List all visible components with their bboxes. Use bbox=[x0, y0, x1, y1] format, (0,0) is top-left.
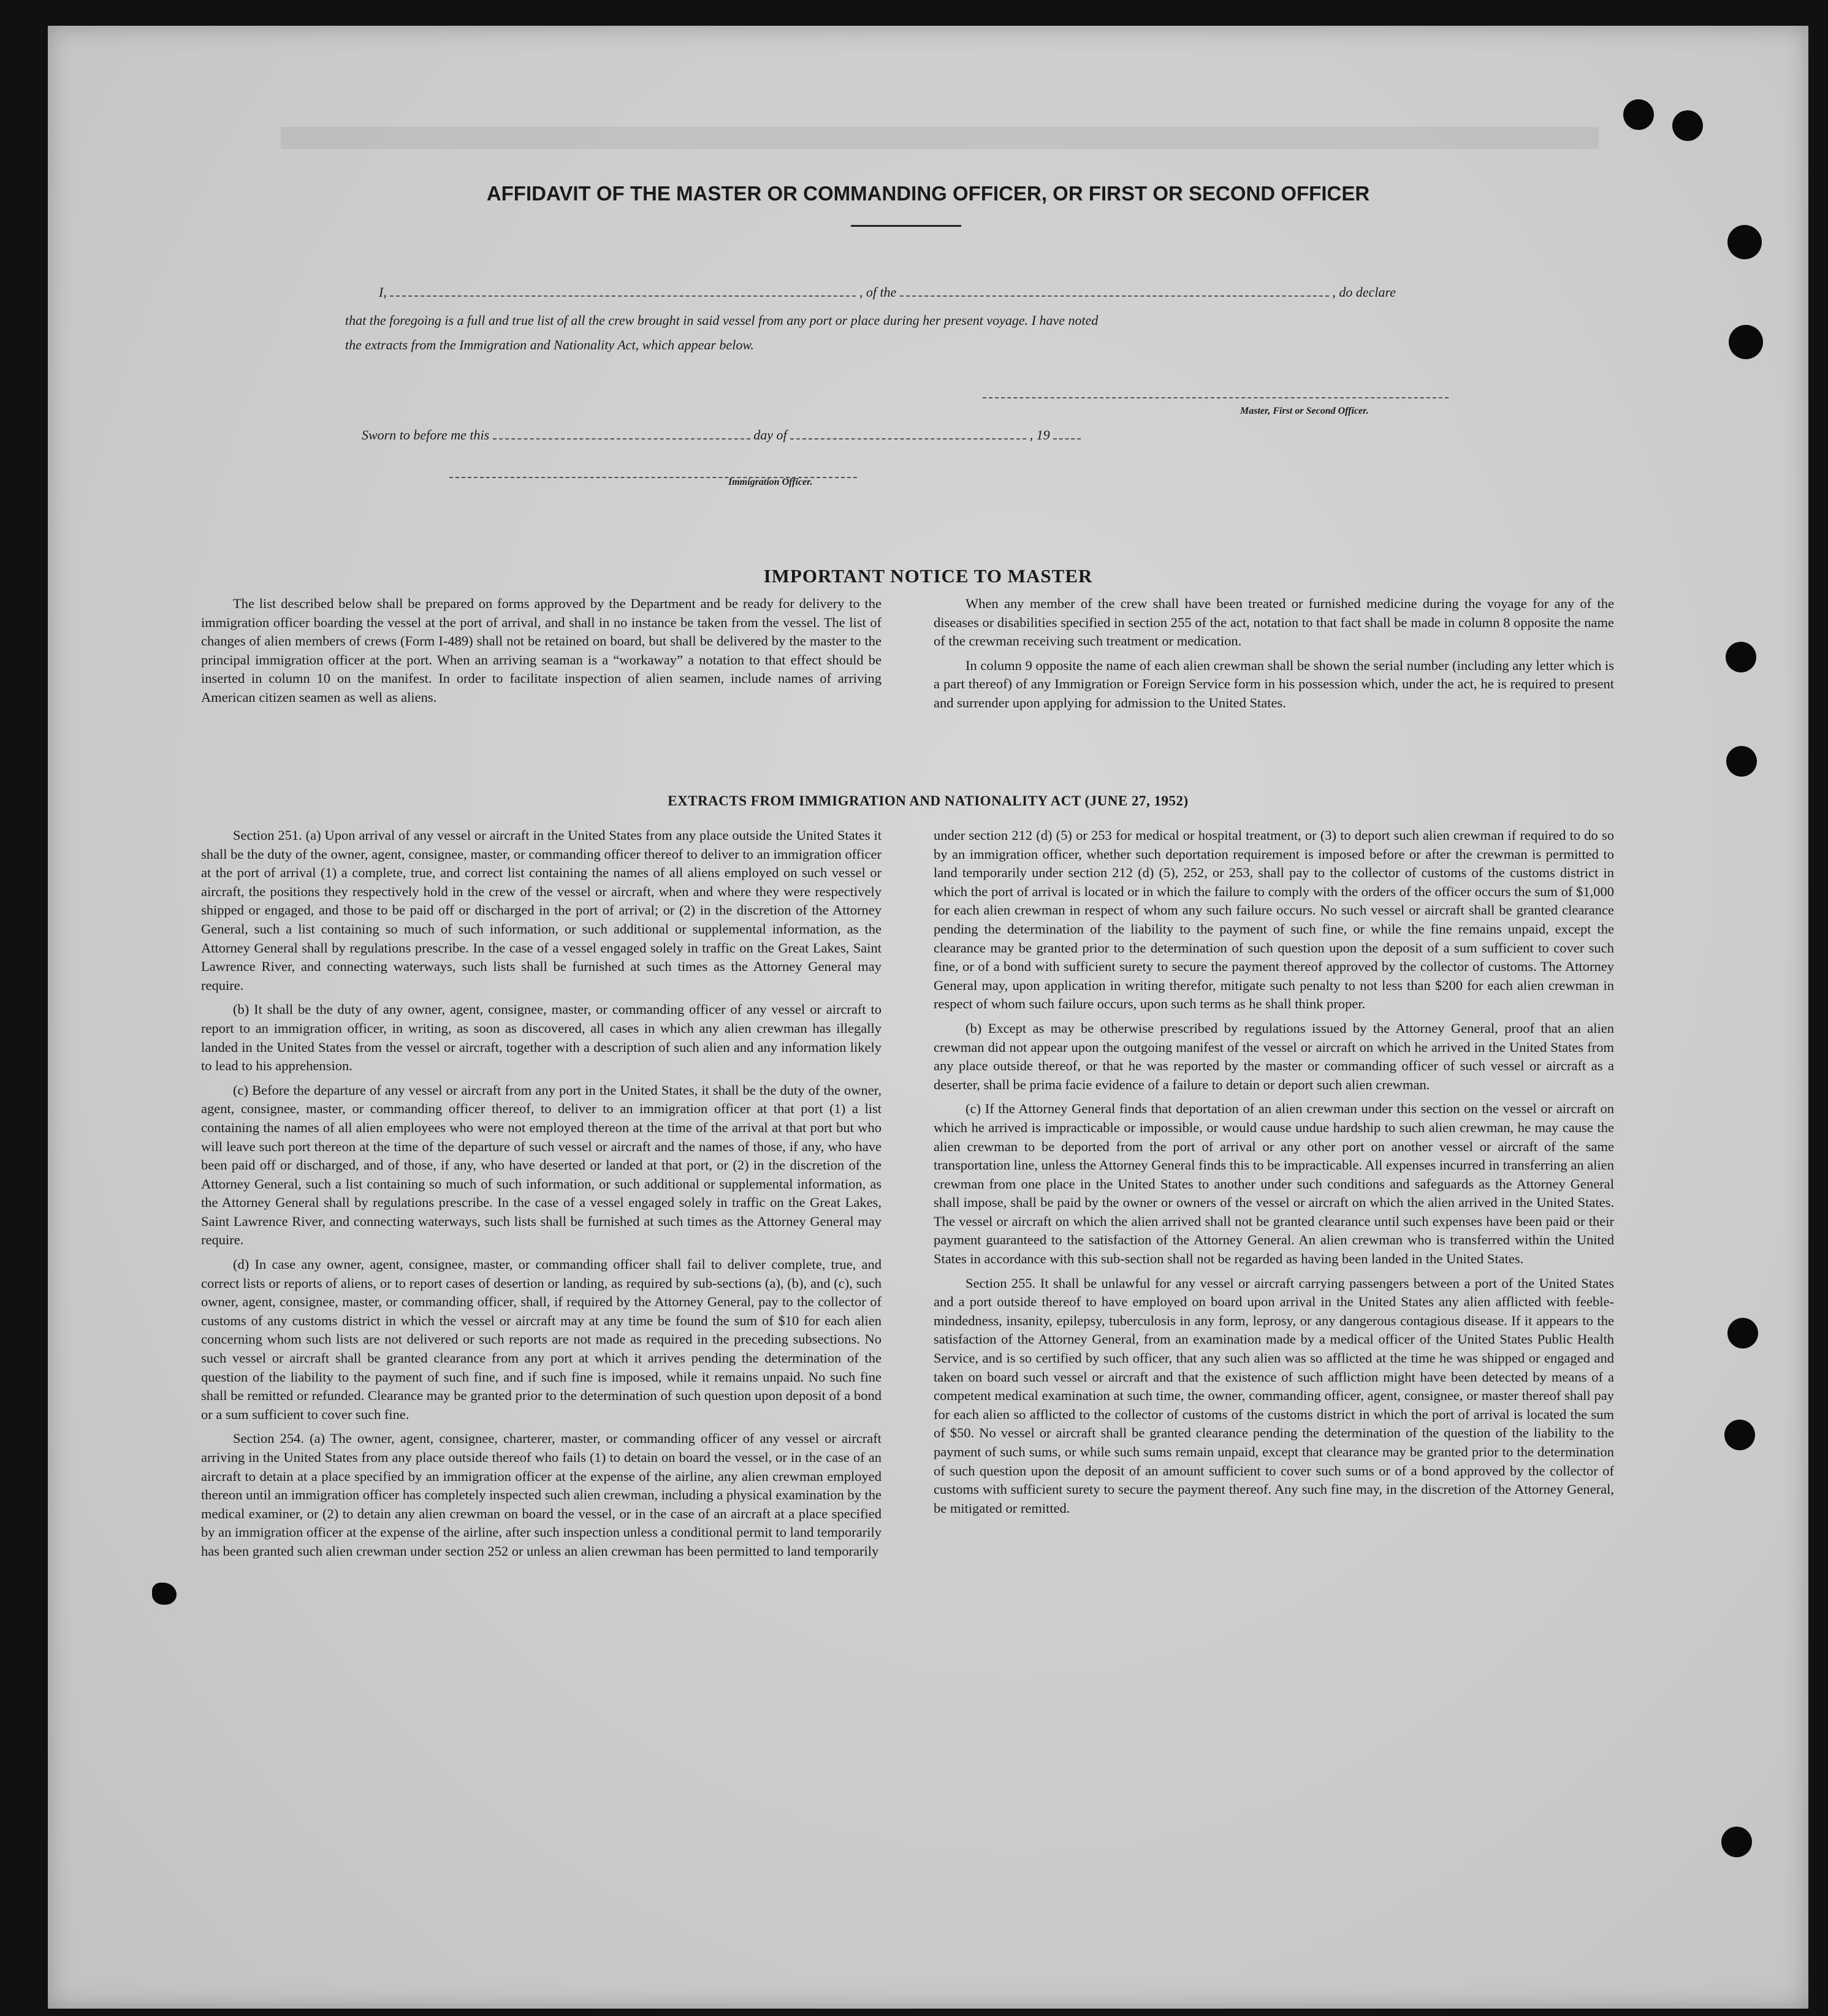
sworn-line bbox=[362, 427, 1081, 443]
sworn-month-field[interactable] bbox=[790, 427, 1026, 439]
master-signature-caption: Master, First or Second Officer. bbox=[1240, 406, 1369, 416]
day-of-text: day of bbox=[753, 427, 787, 443]
document-page bbox=[48, 26, 1808, 2009]
extracts-title: EXTRACTS FROM IMMIGRATION AND NATIONALITY ACT (JUNE 27, 1952) bbox=[668, 793, 1189, 808]
do-declare-text: , do declare bbox=[1332, 284, 1396, 300]
punch-hole bbox=[1672, 110, 1703, 141]
extracts-left-column bbox=[201, 826, 882, 1567]
ink-blot bbox=[152, 1583, 177, 1605]
notice-paragraph: When any member of the crew shall have been treated or furnished medicine during the voyage for any of the diseases or disabilities specified in section 255 of the act, notation to that fact shall be made in column 8 opposite the name of the crewman receiving such treatment or medication. bbox=[934, 596, 1614, 649]
punch-hole bbox=[1727, 225, 1762, 259]
section-254c-paragraph: (c) If the Attorney General finds that deportation of an alien crewman under this section on the vessel or aircraft on which he arrived is impracticable or impossible, or would cause undue hardship to such alien crewman, he may cause the alien crewman to be deported from the port of arrival or any other port on another vessel or aircraft of the same transportation line, unless the Attorney General finds this to be impracticable. All expenses incurred in transferring an alien crewman from one place in the United States to another under such conditions and safeguards as the Attorney General shall impose, shall be paid by the owner or owners of the vessel or aircraft on which the alien arrived in the United States. The vessel or aircraft on which the alien arrived shall not be granted clearance until such expenses have been paid or their payment guaranteed to the satisfaction of the Attorney General. An alien crewman who is transferred within the United States in accordance with this sub-section shall not be regarded as having been landed in the United States. bbox=[934, 1101, 1614, 1267]
of-the-text: , of the bbox=[859, 284, 897, 300]
master-signature-field[interactable] bbox=[983, 386, 1449, 398]
notice-right-column bbox=[934, 595, 1614, 718]
officer-signature-field[interactable] bbox=[449, 466, 857, 478]
declaration-line-1 bbox=[379, 284, 1396, 300]
punch-hole bbox=[1726, 746, 1757, 777]
notice-paragraph: The list described below shall be prepared on forms approved by the Department and be ready for delivery to the immigration officer boarding the vessel at the port of arrival, and shall in no instance be taken from the vessel. The list of changes of alien members of crews (Form I-489) shall not be retained on board, but shall be delivered by the master to the principal immigration officer at the port. When an arriving seaman is a “workaway” a notation to that effect should be inserted in column 10 on the manifest. In order to facilitate inspection of alien seamen, include names of arriving American citizen seamen as well as aliens. bbox=[201, 596, 882, 705]
section-251c-paragraph: (c) Before the departure of any vessel or aircraft from any port in the United States, it shall be the duty of the owner, agent, consignee, master, or commanding officer thereof, to deliver to an immigration officer at that port (1) a list containing the names of all alien employees who were not employed thereon at the time of the arrival at that port but who will leave such port thereon at the time of the departure of such vessel or aircraft and the names of those, if any, who have been paid off or discharged, and of those, if any, who have deserted or landed at that port, or (2) in the discretion of the Attorney General, such a list containing so much of such information, or such additional or supplemental information, as the Attorney General shall by regulations prescribe. In the case of a vessel engaged solely in traffic on the Great Lakes, Saint Lawrence River, and connecting waterways, such lists shall be furnished at such times as the Attorney General may require. bbox=[201, 1082, 882, 1248]
notice-title: IMPORTANT NOTICE TO MASTER bbox=[763, 565, 1093, 587]
year-prefix: , 19 bbox=[1029, 427, 1050, 443]
sworn-label: Sworn to before me this bbox=[362, 427, 490, 443]
sworn-day-field[interactable] bbox=[493, 427, 750, 439]
affidavit-title: AFFIDAVIT OF THE MASTER OR COMMANDING OFFICER, OR FIRST OR SECOND OFFICER bbox=[486, 182, 1370, 205]
notice-paragraph: In column 9 opposite the name of each alien crewman shall be shown the serial number (including any letter which is a part thereof) of any Immigration or Foreign Service form in his possession which, under the act, he is required to present and surrender upon applying for admission to the United States. bbox=[934, 657, 1614, 710]
section-255-paragraph: Section 255. It shall be unlawful for any vessel or aircraft carrying passengers between a port of the United States and a port outside thereof to have employed on board upon arrival in the United States any alien afflicted with feeble-mindedness, insanity, epilepsy, tuberculosis in any form, leprosy, or any dangerous contagious disease. If it appears to the satisfaction of the Attorney General, from an examination made by a medical officer of the United States Public Health Service, and is so certified by such officer, that any such alien was so afflicted at the time he was shipped or engaged and taken on board such vessel or aircraft and that the existence of such affliction might have been detected by means of a competent medical examination at such time, the owner, commanding officer, agent, consignee, or master thereof shall pay for each alien so afflicted to the collector of customs of the customs district in which the port of arrival is located the sum of $50. No vessel or aircraft shall be granted clearance pending the determination of the question of the liability to the payment of such sums, or while such sums remain unpaid, except that clearance may be granted prior to the determination of such question upon the deposit of an amount sufficient to cover such sums or of a bond approved by the collector of customs with sufficient surety to secure the payment thereof. Any such fine may, in the discretion of the Attorney General, be mitigated or remitted. bbox=[934, 1275, 1614, 1516]
punch-hole bbox=[1726, 642, 1756, 672]
title-divider bbox=[851, 225, 961, 227]
section-254b-paragraph: (b) Except as may be otherwise prescribed by regulations issued by the Attorney General, proof that an alien crewman did not appear upon the outgoing manifest of the vessel or aircraft on which he arrived in the United States from any place outside thereof, or that he was reported by the master or commanding officer of such vessel or aircraft as a deserter, shall be prima facie evidence of a failure to detain or deport such alien crewman. bbox=[934, 1020, 1614, 1092]
bleed-through-shadow bbox=[281, 127, 1599, 149]
section-251b-paragraph: (b) It shall be the duty of any owner, agent, consignee, master, or commanding officer of any vessel or aircraft to report to an immigration officer, in writing, as soon as discovered, all cases in which any alien crewman has illegally landed in the United States from the vessel or aircraft, together with a description of such alien and any information likely to lead to his apprehension. bbox=[201, 1002, 882, 1074]
punch-hole bbox=[1724, 1420, 1755, 1450]
sworn-year-field[interactable] bbox=[1053, 427, 1081, 439]
section-251a-paragraph: Section 251. (a) Upon arrival of any vessel or aircraft in the United States from any place outside the United States it shall be the duty of the owner, agent, consignee, master, or commanding officer thereof to deliver to an immigration officer at the port of arrival (1) a complete, true, and correct list containing the names of all aliens employed on such vessel or aircraft, the positions they respectively hold in the crew of the vessel or aircraft, when and where they were respectively shipped or engaged, and those to be paid off or discharged in the port of arrival; or (2) in the discretion of the Attorney General, such a list containing so much of such information, or such additional or supplemental information, as the Attorney General shall by regulations prescribe. In the case of a vessel engaged solely in traffic on the Great Lakes, Saint Lawrence River, and connecting waterways, such lists shall be furnished at such times as the Attorney General may require. bbox=[201, 827, 882, 993]
vessel-name-field[interactable] bbox=[900, 284, 1329, 297]
declarant-name-field[interactable] bbox=[390, 284, 856, 297]
section-254a-paragraph: Section 254. (a) The owner, agent, consignee, charterer, master, or commanding officer of any vessel or aircraft arriving in the United States from any place outside thereof who fails (1) to detain on board the vessel, or in the case of an aircraft to detain at a place specified by an immigration officer at the expense of the airline, any alien crewman employed thereon until an immigration officer has completely inspected such alien crewman, including a physical examination by the medical examiner, or (2) to detain any alien crewman on board the vessel, or in the case of an aircraft at a place specified by an immigration officer at the expense of the airline, after such inspection unless a conditional permit to land temporarily has been granted such alien crewman under section 252 or unless an alien crewman has been permitted to land temporarily bbox=[201, 1431, 882, 1559]
declarant-prefix: I, bbox=[379, 284, 387, 300]
extracts-right-column bbox=[934, 826, 1614, 1523]
declaration-line-2: that the foregoing is a full and true list of all the crew brought in said vessel from any port or place during her present voyage. I have noted bbox=[345, 313, 1099, 328]
section-251d-paragraph: (d) In case any owner, agent, consignee, master, or commanding officer shall fail to deliver complete, true, and correct lists or reports of aliens, or to report cases of desertion or landing, as required by sub-sections (a), (b), and (c), such owner, agent, consignee, master, or commanding officer, shall, if required by the Attorney General, pay to the collector of customs of any customs district in which the vessel or aircraft may at any time be found the sum of $10 for each alien concerning whom such lists are not delivered or such reports are not made as required in the preceding subsections. No such vessel or aircraft shall be granted clearance from any port at which it arrives pending the determination of the question of the liability to the payment of such fine, and if such fine is imposed, while it remains unpaid. No such fine shall be remitted or refunded. Clearance may be granted prior to the determination of such question upon deposit of a bond or a sum sufficient to cover such fine. bbox=[201, 1257, 882, 1422]
punch-hole bbox=[1727, 1318, 1758, 1348]
notice-left-column bbox=[201, 595, 882, 713]
punch-hole bbox=[1729, 325, 1763, 359]
punch-hole bbox=[1721, 1827, 1752, 1857]
section-254a-continued-paragraph: under section 212 (d) (5) or 253 for medical or hospital treatment, or (3) to deport such alien crewman if required to do so by an immigration officer, whether such deportation requirement is imposed before or after the crewman is permitted to land temporarily under section 212 (d) (5), 252, or 253, shall pay to the collector of customs of the customs district in which the port of arrival is located or in which the failure to comply with the orders of the officer occurs the sum of $1,000 for each alien crewman in respect of whom any such failure occurs. No such vessel or aircraft shall be granted clearance pending the determination of the liability to the payment of such fine, or while the fine remains unpaid, except the clearance may be granted prior to the determination of such question upon the deposit of a sum sufficient to cover such fine, or of a bond with sufficient surety to secure the payment thereof approved by the collector of customs. The Attorney General may, upon application in writing therefor, mitigate such penalty to not less than $200 for each alien crewman in respect of whom such failure occurs, upon such terms as he shall think proper. bbox=[934, 827, 1614, 1012]
punch-hole bbox=[1623, 99, 1654, 130]
officer-signature-caption: Immigration Officer. bbox=[728, 477, 813, 487]
declaration-line-3: the extracts from the Immigration and Nationality Act, which appear below. bbox=[345, 337, 754, 352]
